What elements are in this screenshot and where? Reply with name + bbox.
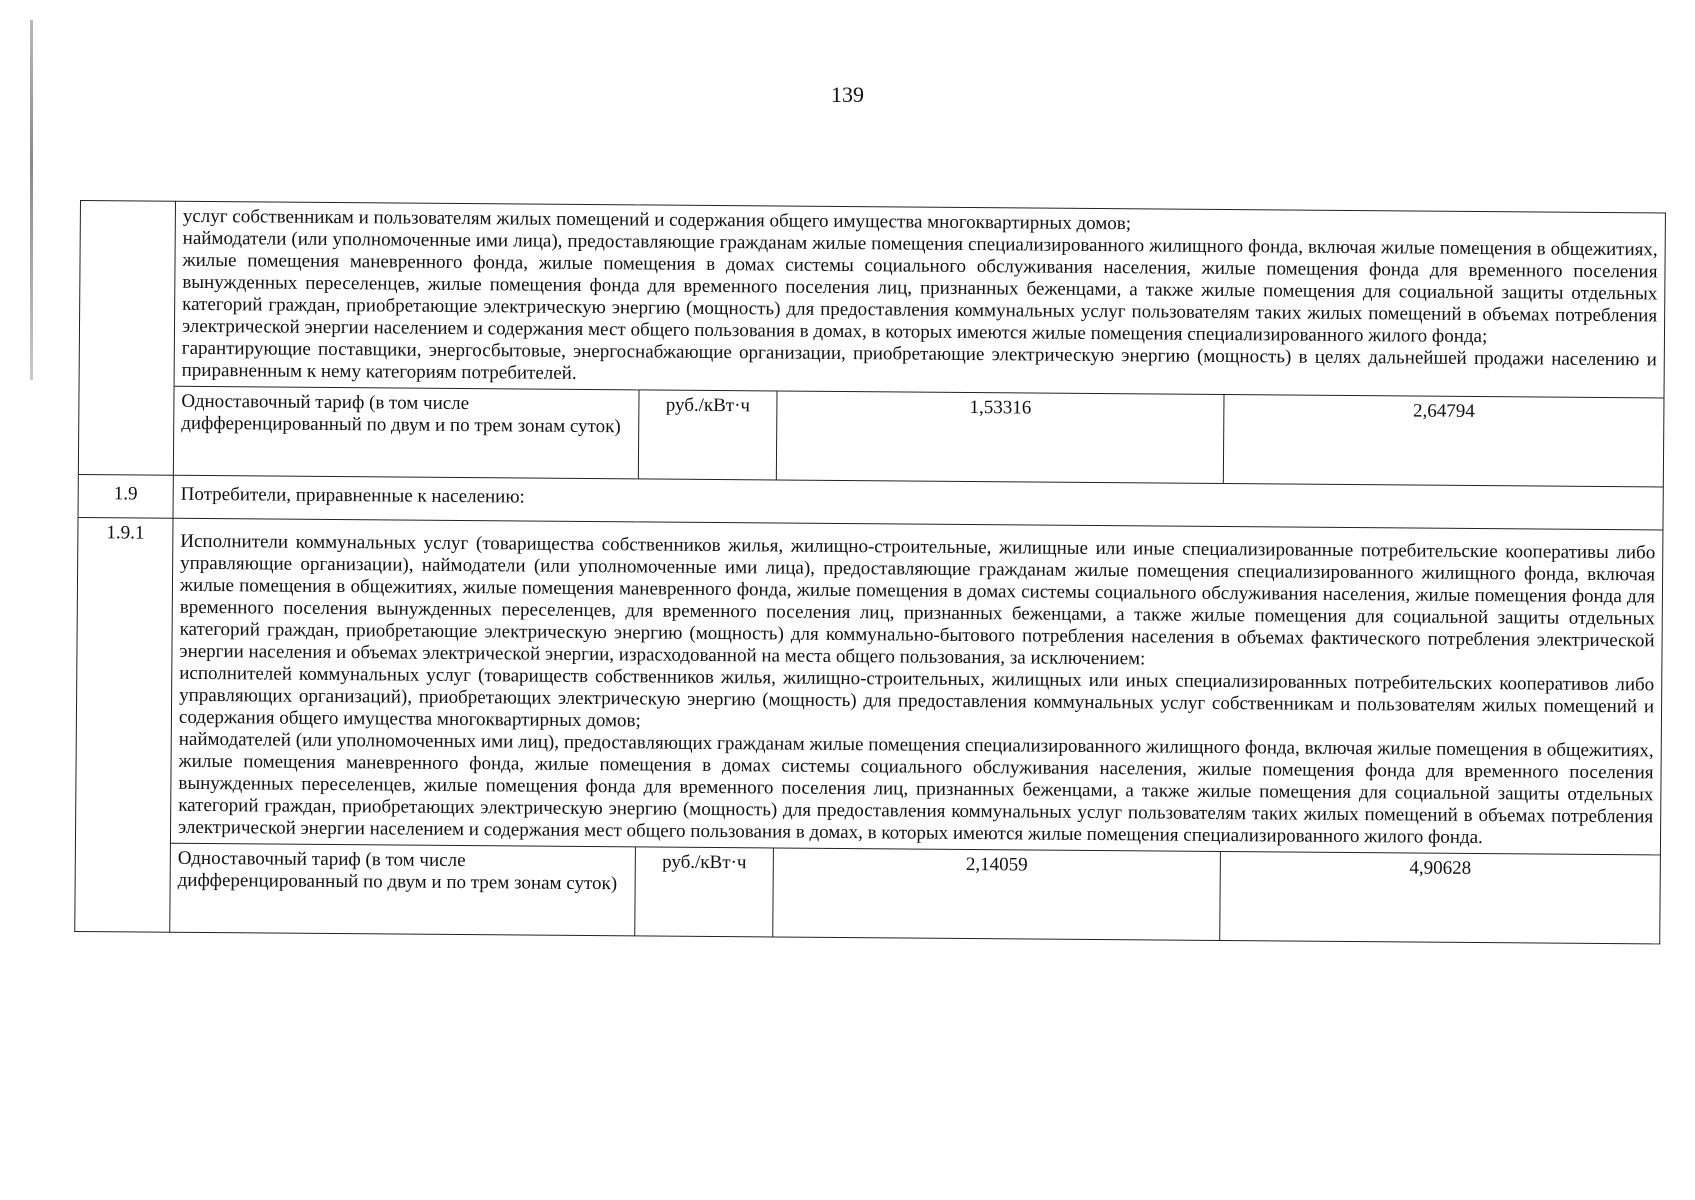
table-row-tariff bbox=[75, 842, 1661, 943]
description-paragraph: услуг собственникам и пользователям жилых помещений и содержания общего имущества многоквартирных домов; bbox=[182, 205, 1132, 235]
tariff-table bbox=[74, 200, 1666, 944]
description-paragraph: исполнителей коммунальных услуг (товариществ собственников жилья, жилищно-строительных, жилищных или иных специализированных потребительских кооперативов либо управляющих организаций), приобретающих электрическую энергию (мощность) для предоставления коммунальных услуг собственникам и пользователям жилых помещений и содержания общего имущества многоквартирных домов; bbox=[178, 662, 1655, 732]
row-number-cell bbox=[78, 201, 175, 476]
table-row-section-1-9-1-text bbox=[75, 517, 1663, 854]
tariff-table-wrapper bbox=[74, 200, 1665, 944]
description-paragraph: наймодателей (или уполномоченных ими лиц), предоставляющих гражданам жилые помещения специализированного жилищного фонда, включая жилые помещения в общежитиях, жилые помещения маневренного фонда, жилые помещения в домах системы социального обслуживания населения, жилые помещения фонда для временного поселения вынужденных переселенцев, жилые помещения фонда для временного поселения лиц, признанных беженцами, а также жилые помещения для социальной защиты отдельных категорий граждан, приобретающих электрическую энергию (мощность) для предоставления коммунальных услуг пользователям таких жилых помещений в объемах потребления электрической энергии населением и содержания мест общего пользования в домах, в которых имеются жилые помещения специализированного жилого фонда. bbox=[177, 728, 1654, 849]
table-row-continuation-text bbox=[79, 201, 1665, 398]
tariff-unit: руб./кВт·ч bbox=[638, 390, 777, 480]
continuation-description bbox=[174, 201, 1665, 398]
tariff-value-second-half: 4,90628 bbox=[1220, 851, 1661, 943]
scan-edge-shadow bbox=[30, 20, 33, 380]
table-row-tariff bbox=[78, 385, 1664, 486]
page-number: 139 bbox=[831, 82, 864, 107]
section-title: Потребители, приравненные к населению: bbox=[173, 475, 1663, 530]
section-description bbox=[170, 518, 1663, 855]
description-paragraph: наймодатели (или уполномоченные ими лица), предоставляющие гражданам жилые помещения специализированного жилищного фонда, включая жилые помещения в общежитиях, жилые помещения маневренного фонда, жилые помещения в домах системы социального обслуживания населения, жилые помещения фонда для временного поселения вынужденных переселенцев, жилые помещения фонда для временного поселения лиц, признанных беженцами, а также жилые помещения для социальной защиты отдельных категорий граждан, приобретающие электрическую энергию (мощность) для предоставления коммунальных услуг пользователям таких жилых помещений в объемах потребления электрической энергии населением и содержания мест общего пользования в домах, в которых имеются жилые помещения специализированного жилого фонда; bbox=[181, 227, 1658, 348]
tariff-label: Одноставочный тариф (в том числе дифференцированный по двум и по трем зонам суток) bbox=[173, 386, 639, 479]
tariff-value-first-half: 2,14059 bbox=[773, 848, 1221, 941]
row-number-cell: 1.9 bbox=[78, 474, 173, 518]
row-number-cell: 1.9.1 bbox=[75, 517, 173, 932]
description-paragraph: Исполнители коммунальных услуг (товарищества собственников жилья, жилищно-строительные, жилищные или иные специализированные потребительские кооперативы либо управляющие организации), наймодатели (или уполномоченные ими лица), предоставляющие гражданам жилые помещения специализированного жилищного фонда, включая жилые помещения в общежитиях, жилые помещения маневренного фонда, жилые помещения в домах системы социального обслуживания населения, жилые помещения фонда для временного поселения вынужденных переселенцев, для временного поселения лиц, признанных беженцами, а также жилые помещения для социальной защиты отдельных категорий граждан, приобретающие электрическую энергию (мощность) для коммунально-бытового потребления населения в объемах фактического потребления электрической энергии населения и объемах электрической энергии, израсходованной на места общего пользования, за исключением: bbox=[179, 530, 1656, 670]
tariff-value-first-half: 1,53316 bbox=[776, 391, 1224, 484]
tariff-value-second-half: 2,64794 bbox=[1223, 394, 1664, 486]
description-paragraph: гарантирующие поставщики, энергосбытовые, энергоснабжающие организации, приобретающие электрическую энергию (мощность) в целях дальнейшей продажи населению и приравненным к нему категориям потребителей. bbox=[181, 337, 1657, 384]
tariff-label: Одноставочный тариф (в том числе дифференцированный по двум и по трем зонам суток) bbox=[170, 843, 636, 936]
tariff-unit: руб./кВт·ч bbox=[635, 847, 774, 937]
